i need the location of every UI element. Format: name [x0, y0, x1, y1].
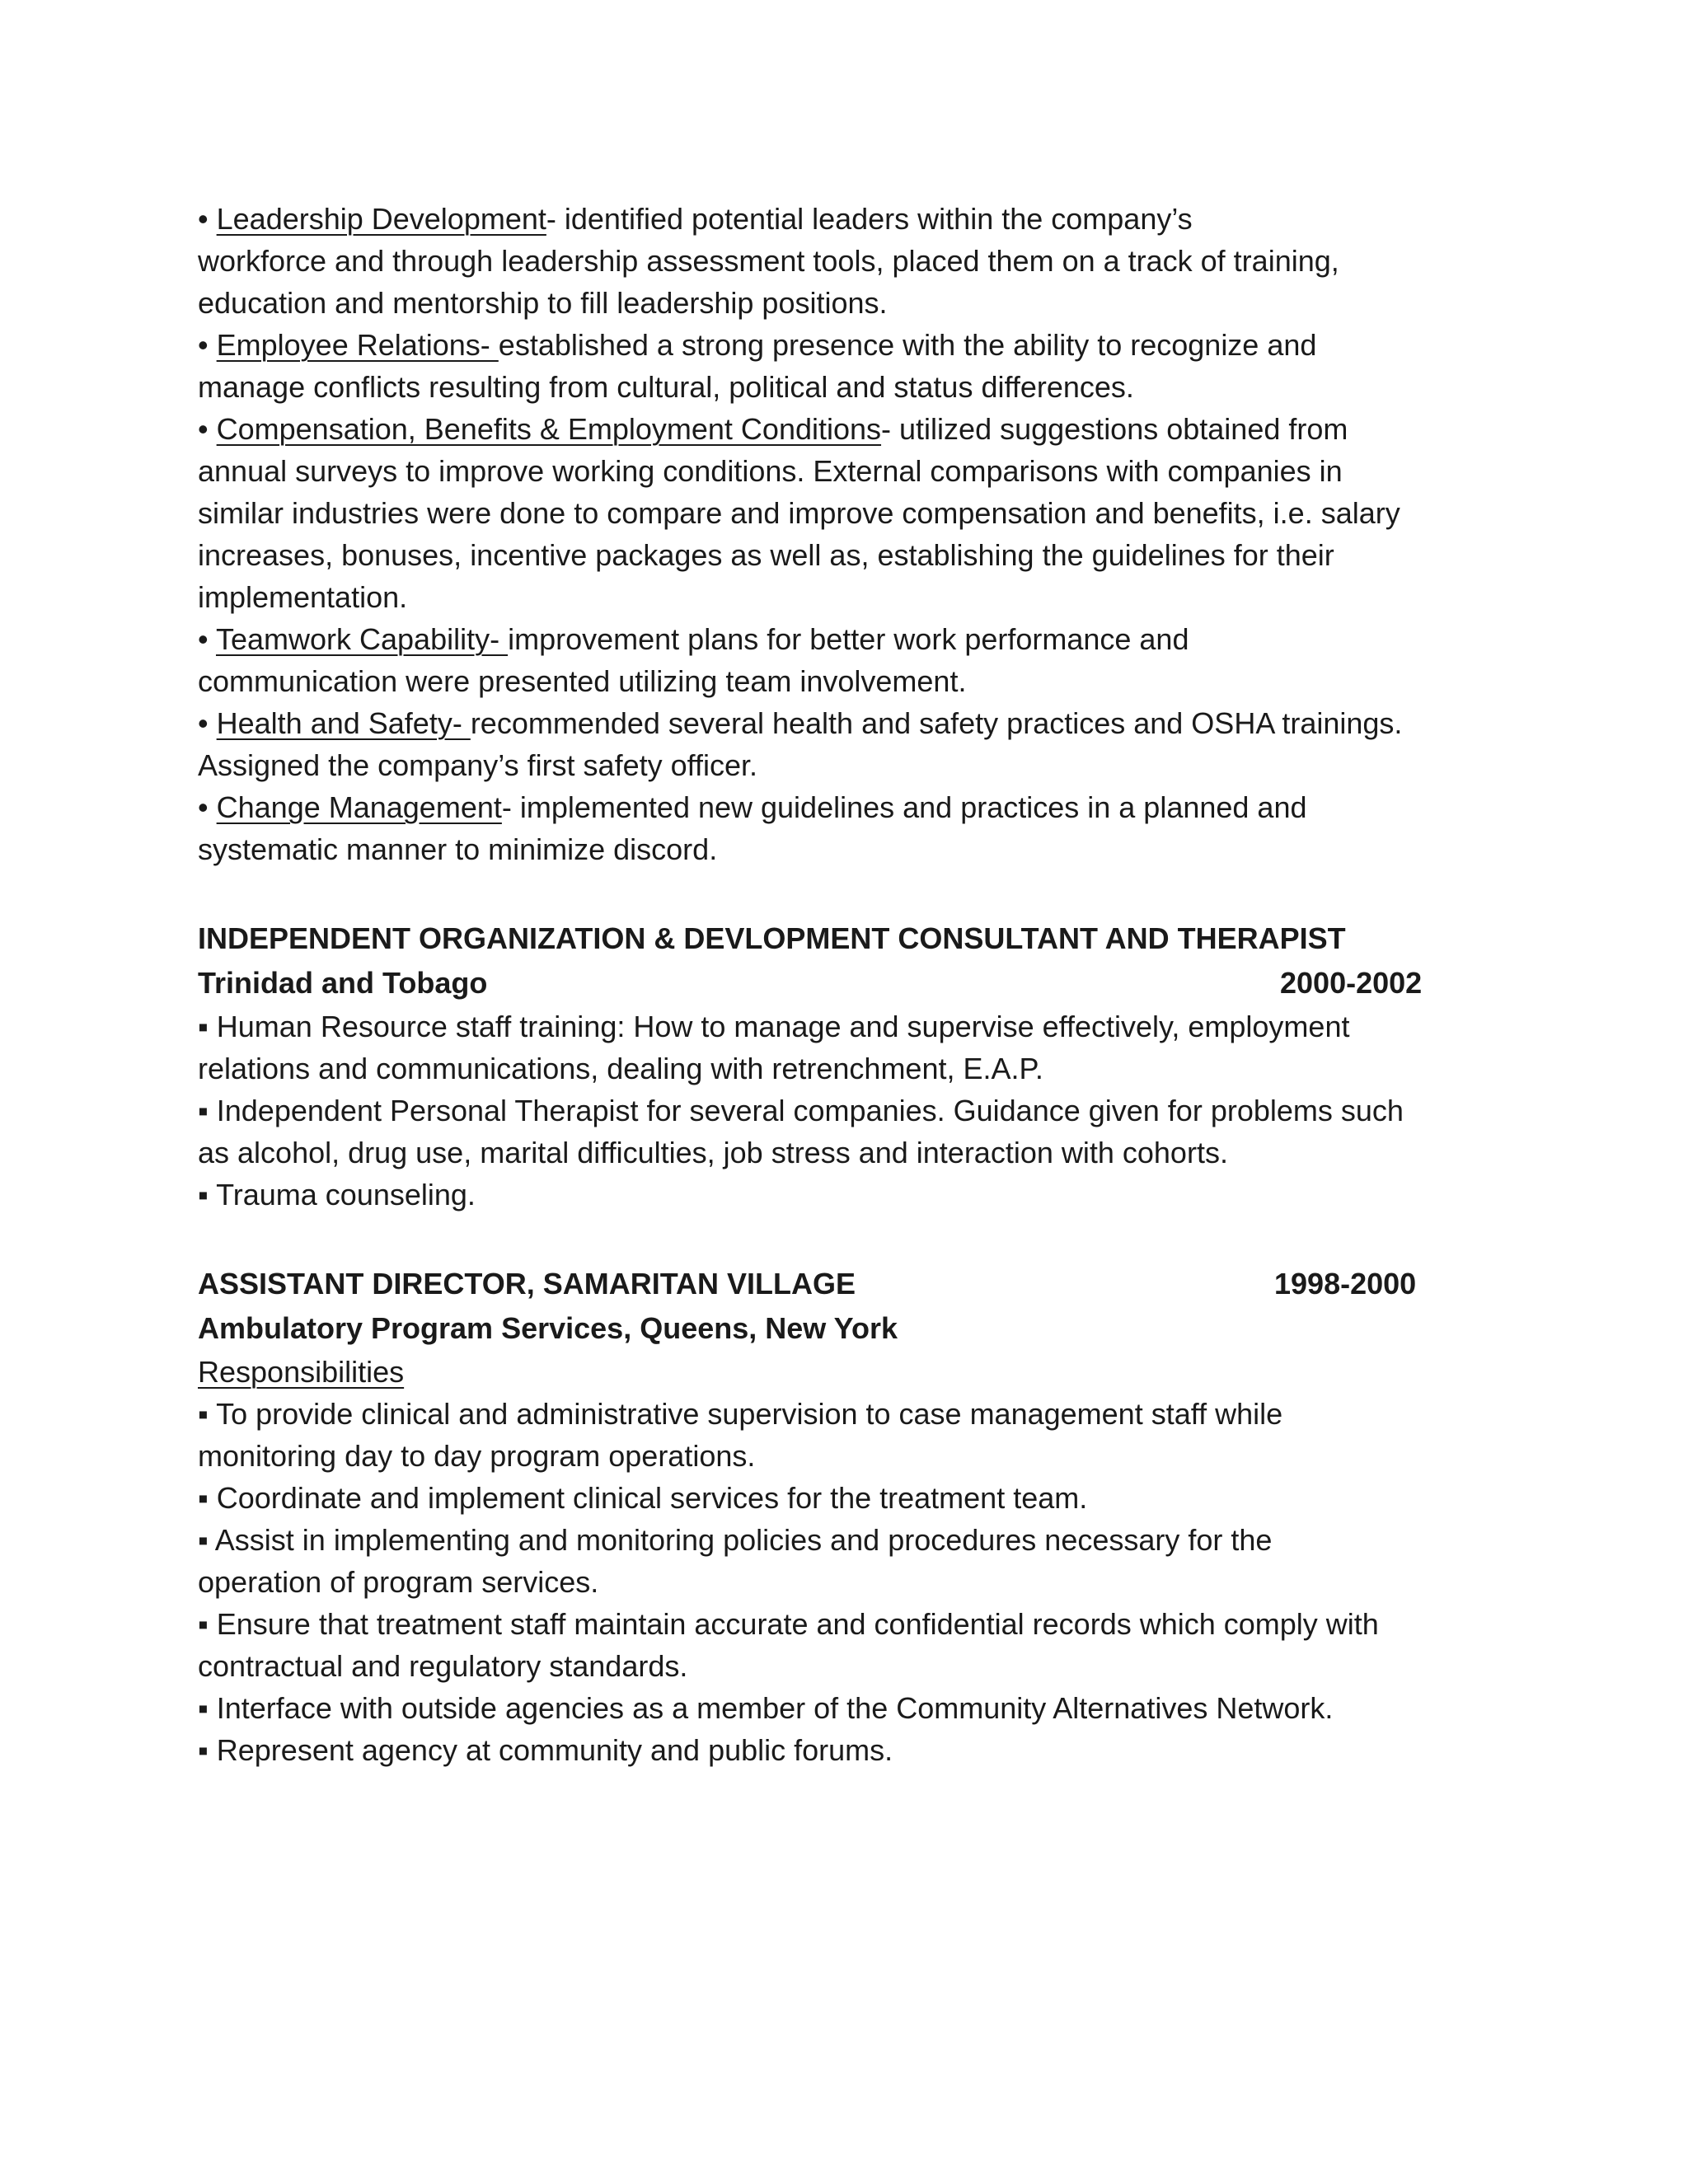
job-line: as alcohol, drug use, marital difficulties, job stress and interaction with cohorts. — [198, 1136, 1228, 1169]
bullet: • — [198, 202, 209, 236]
item-label: Teamwork Capability- — [215, 622, 509, 656]
item-text: annual surveys to improve working conditions. External comparisons with companies in — [198, 454, 1343, 488]
item-text: systematic manner to minimize discord. — [198, 832, 718, 866]
item-label: Leadership Development — [216, 202, 546, 236]
job-subtitle: Ambulatory Program Services, Queens, New York — [198, 1311, 898, 1345]
job-line: ▪ Human Resource staff training: How to manage and supervise effectively, employment — [198, 1010, 1350, 1043]
item-text: similar industries were done to compare and improve compensation and benefits, i.e. salary — [198, 496, 1400, 530]
list-item-compensation — [198, 408, 1492, 618]
item-label: Employee Relations- — [216, 328, 499, 362]
bullet: • — [198, 328, 209, 362]
job-line: relations and communications, dealing with retrenchment, E.A.P. — [198, 1052, 1043, 1085]
item-text: communication were presented utilizing team involvement. — [198, 664, 967, 698]
job-title: ASSISTANT DIRECTOR, SAMARITAN VILLAGE — [198, 1267, 856, 1301]
list-item-change-management — [198, 786, 1492, 870]
bullet: • — [198, 412, 209, 446]
bullet: • — [198, 622, 209, 656]
job-line: ▪ Ensure that treatment staff maintain accurate and confidential records which comply with — [198, 1607, 1379, 1641]
job-independent-consultant — [198, 916, 1492, 1216]
item-label: Health and Safety- — [216, 706, 471, 740]
job-line: ▪ Assist in implementing and monitoring policies and procedures necessary for the — [198, 1523, 1273, 1557]
job-title: INDEPENDENT ORGANIZATION & DEVLOPMENT CONSULTANT AND THERAPIST — [198, 921, 1346, 955]
job-location-row — [198, 961, 1492, 1005]
resume-page — [198, 198, 1492, 1771]
list-item-leadership-development — [198, 198, 1492, 324]
job-assistant-director — [198, 1262, 1492, 1771]
responsibilities-label: Responsibilities — [198, 1355, 405, 1389]
achievements-list — [198, 198, 1492, 870]
job-years: 1998-2000 — [1274, 1267, 1417, 1301]
item-text: - identified potential leaders within the company’s — [546, 202, 1193, 236]
item-label: Compensation, Benefits & Employment Conditions — [216, 412, 882, 446]
job-location: Trinidad and Tobago — [198, 966, 488, 1000]
item-text: implementation. — [198, 580, 408, 614]
job-line: operation of program services. — [198, 1565, 599, 1599]
job-title-row — [198, 1262, 1492, 1306]
job-line: ▪ Coordinate and implement clinical services for the treatment team. — [198, 1481, 1088, 1515]
job-line: ▪ Represent agency at community and public forums. — [198, 1733, 893, 1767]
item-text: Assigned the company’s first safety officer. — [198, 748, 758, 782]
item-label: Change Management — [216, 790, 502, 824]
bullet: • — [198, 790, 209, 824]
job-line: ▪ To provide clinical and administrative supervision to case management staff while — [198, 1397, 1283, 1431]
item-text: - utilized suggestions obtained from — [881, 412, 1348, 446]
item-text: education and mentorship to fill leadership positions. — [198, 286, 888, 320]
bullet: • — [198, 706, 209, 740]
item-text: recommended several health and safety practices and OSHA trainings. — [470, 706, 1403, 740]
job-line: ▪ Trauma counseling. — [198, 1178, 476, 1212]
item-text: manage conflicts resulting from cultural, political and status differences. — [198, 370, 1134, 404]
item-text: increases, bonuses, incentive packages as well as, establishing the guidelines for their — [198, 538, 1334, 572]
job-line: ▪ Interface with outside agencies as a member of the Community Alternatives Network. — [198, 1691, 1334, 1725]
list-item-employee-relations — [198, 324, 1492, 408]
item-text: - implemented new guidelines and practices in a planned and — [501, 790, 1307, 824]
job-line: monitoring day to day program operations. — [198, 1439, 756, 1473]
list-item-health-safety — [198, 702, 1492, 786]
job-line: contractual and regulatory standards. — [198, 1649, 688, 1683]
item-text: workforce and through leadership assessment tools, placed them on a track of training, — [198, 244, 1339, 278]
item-text: improvement plans for better work performance and — [508, 622, 1189, 656]
list-item-teamwork — [198, 618, 1492, 702]
job-line: ▪ Independent Personal Therapist for several companies. Guidance given for problems such — [198, 1094, 1404, 1127]
job-years: 2000-2002 — [1280, 966, 1423, 1000]
item-text: established a strong presence with the ability to recognize and — [498, 328, 1317, 362]
